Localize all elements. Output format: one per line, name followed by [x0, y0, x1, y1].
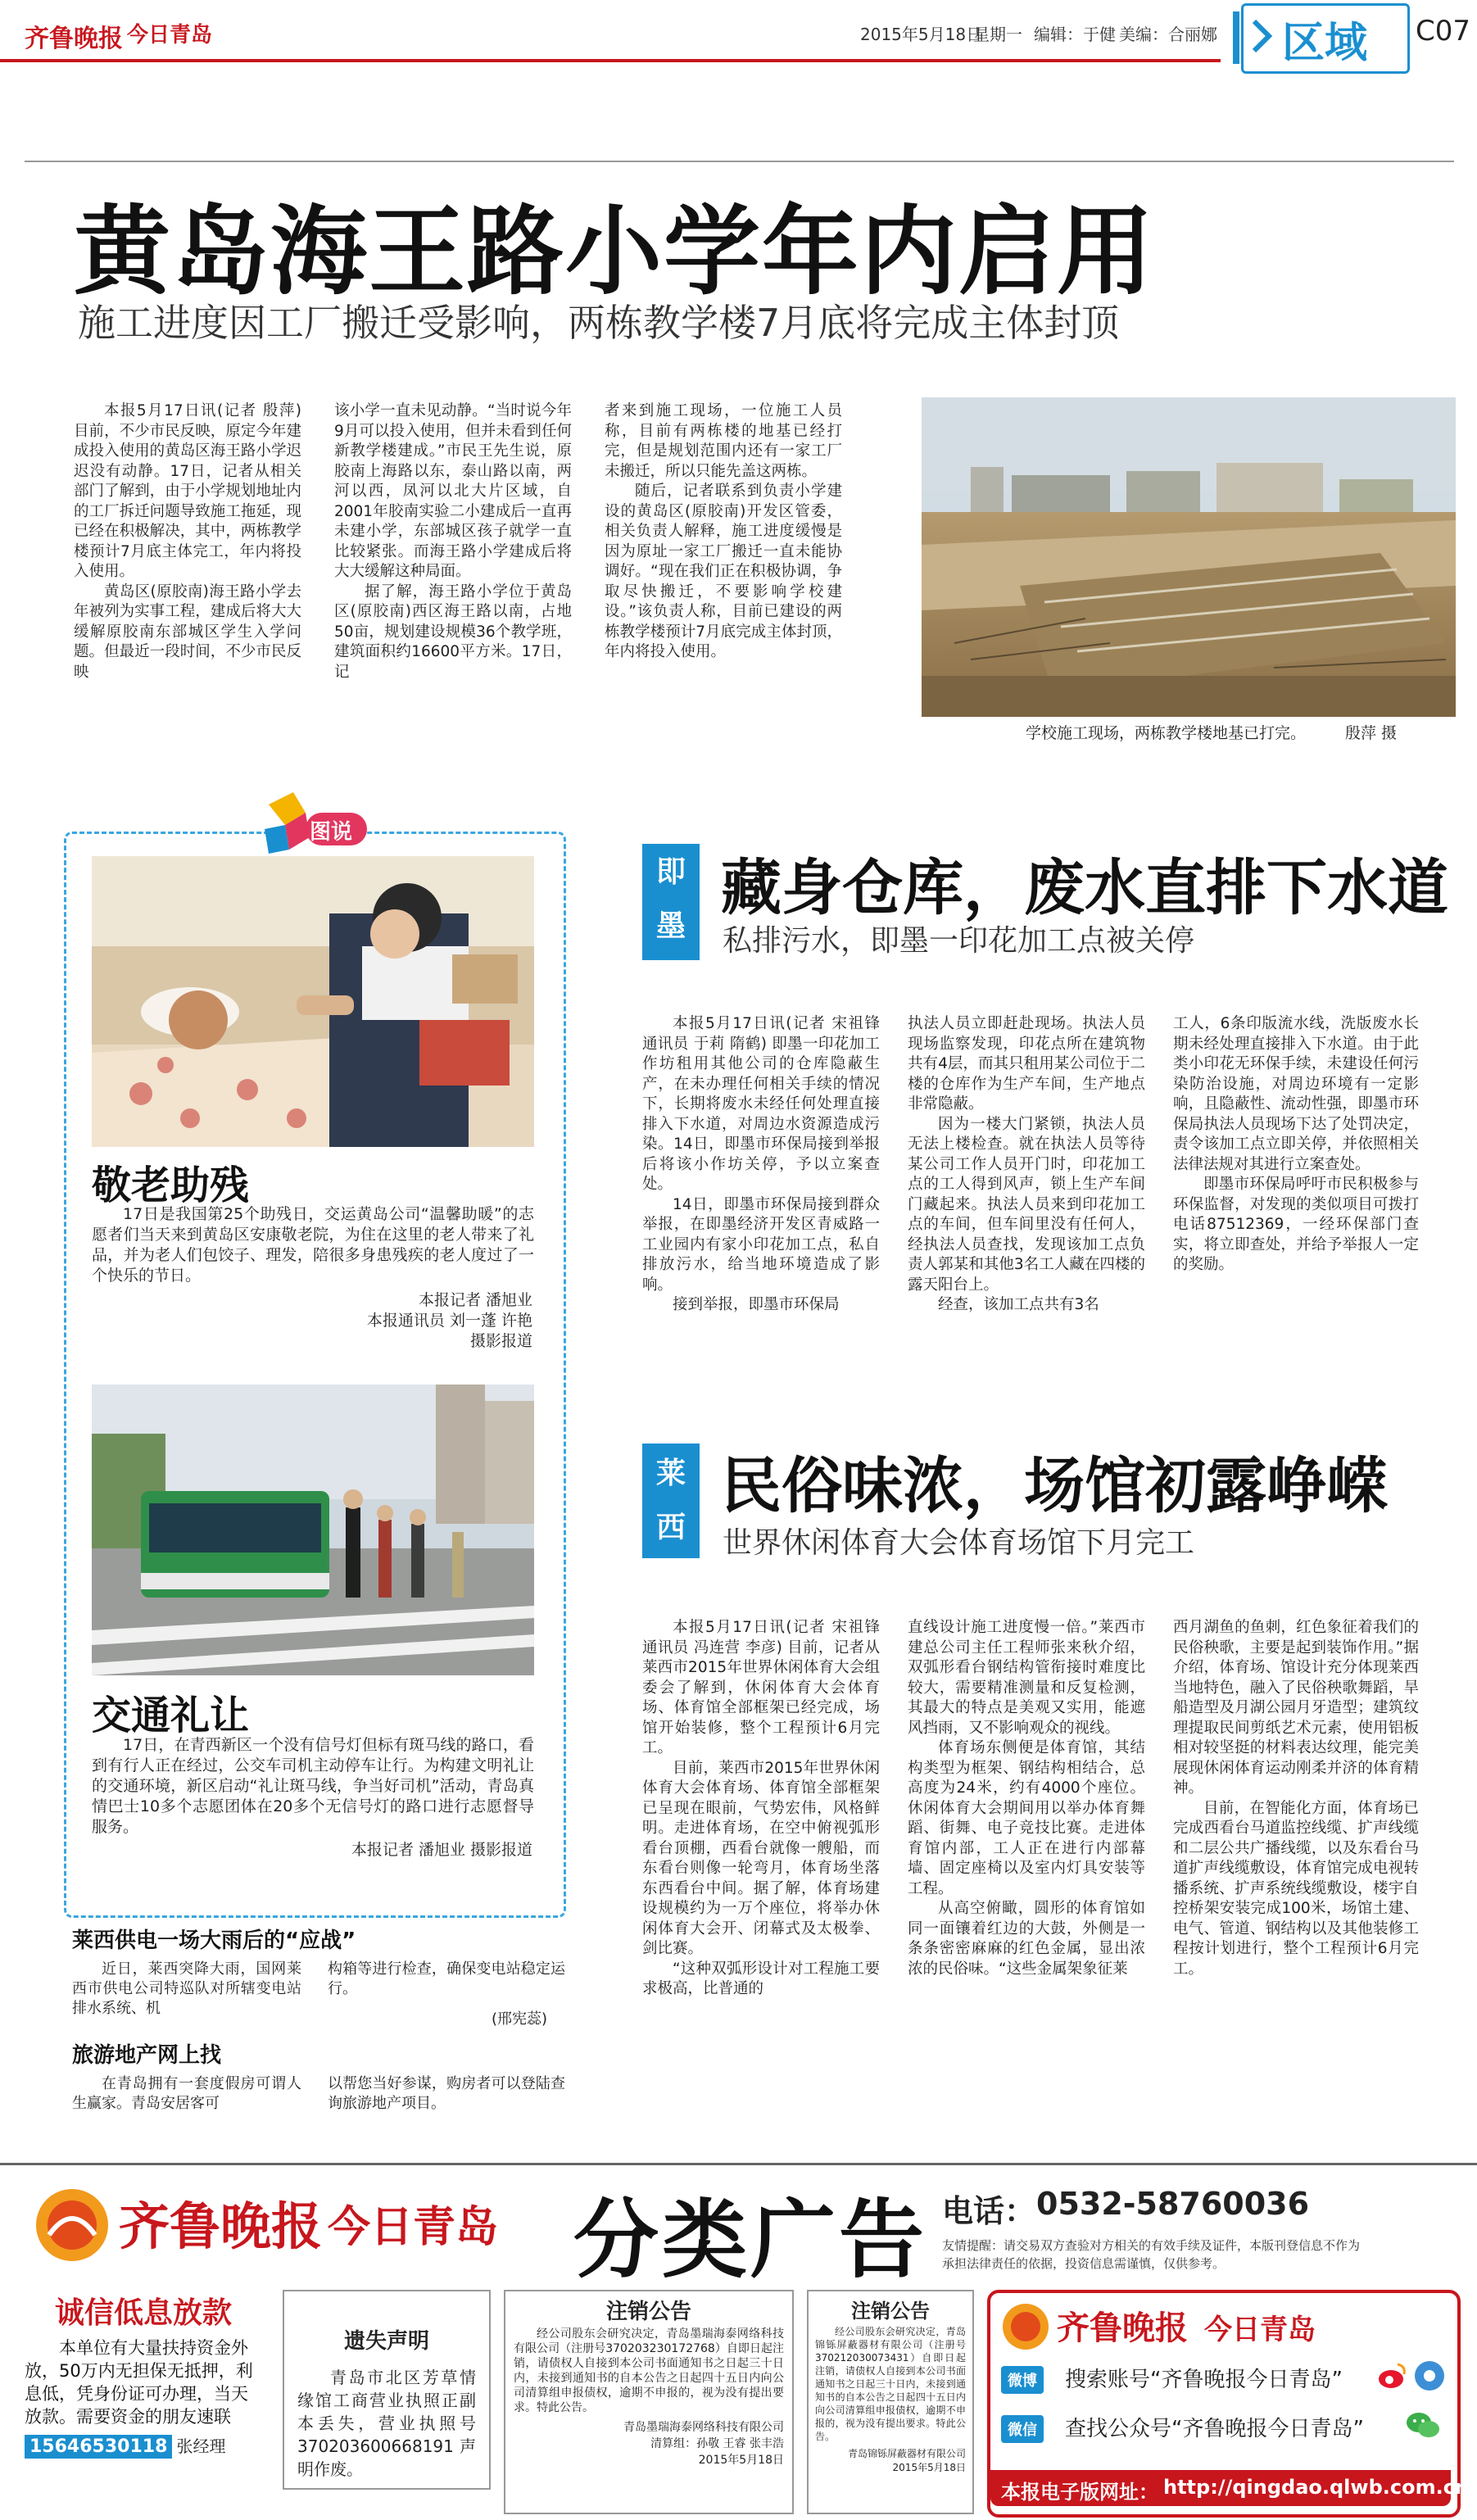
paragraph: 本报5月17日讯(记者 宋祖锋 通讯员 冯连营 李彦) 目前，记者从莱西市2015年世界休闲体育大会组委会了解到，休闲体育大会体育场、体育馆全部框架已经完成，场馆开始装修，整个工程预计6月完工。 — [642, 1619, 880, 1756]
laixi-column-1 — [642, 1618, 880, 2000]
lead-column-2 — [334, 401, 572, 682]
ad-cancel1-title: 注销公告 — [605, 2300, 691, 2324]
brief-title-tourism: 旅游地产网上找 — [72, 2043, 222, 2068]
ad-cancel2-date: 2015年5月18日 — [892, 2462, 966, 2473]
story-title-traffic: 交通礼让 — [92, 1693, 250, 1738]
credit-line: 本报通讯员 刘一蓬 许艳 — [366, 1312, 532, 1330]
jimo-column-2 — [908, 1014, 1145, 1316]
promo-site-label: 本报电子版网址： — [1001, 2481, 1158, 2504]
region-badge-laixi — [642, 1444, 700, 1558]
ad-cancel1-date: 2015年5月18日 — [698, 2454, 784, 2467]
ad-cancel1-signer: 青岛墨瑞海泰网络科技有限公司 — [623, 2421, 784, 2434]
paragraph: 目前，莱西市2015年世界休闲体育大会体育场、体育馆全部框架已呈现在眼前，气势宏伟，风格鲜明。走进体育场，在空中俯视弧形看台顶棚，西看台就像一艘船，而东看台则像一轮弯月，体育场坐落东西看台中间。据了解，体育场建设规模约为一万个座位，将举办休闲体育大会开、闭幕式及太极拳、剑比赛。 — [642, 1759, 880, 1957]
credit-block-elderly — [344, 1290, 532, 1352]
issue-date: 2015年5月18日 — [860, 25, 983, 44]
lead-column-3 — [605, 401, 842, 663]
ad-cancel-notice-2 — [807, 2290, 974, 2514]
paragraph: 本报5月17日讯(记者 殷萍) 目前，不少市民反映，原定今年建成投入使用的黄岛区海王路小学迟迟没有动静。17日，记者从相关部门了解到，由于小学规划地址内的工厂拆迁问题导致施工拖延，现已经在积极解决，其中，两栋教学楼预计7月底主体完工，年内将投入使用。 — [74, 402, 301, 580]
ads-top-rule — [0, 2163, 1477, 2165]
promo-weibo-text: 搜索账号“齐鲁晚报今日青岛” — [1065, 2368, 1343, 2392]
weixin-icon — [1405, 2409, 1441, 2441]
ad-loan-phone: 15646530118 — [25, 2435, 172, 2459]
brief-tourism-col1 — [72, 2074, 301, 2114]
paragraph: 17日是我国第25个助残日，交运黄岛公司“温馨助暖”的志愿者们当天来到黄岛区安康敬老院，为住在这里的老人带来了礼品，并为老人们包饺子、理发，陪很多身患残疾的老人度过了一个快乐的节日。 — [92, 1205, 534, 1285]
ads-notice-1: 友情提醒：请交易双方查验对方相关的有效手续及证件，本版刊登信息不作为 — [942, 2238, 1361, 2253]
construction-photo — [922, 397, 1456, 717]
brief-tourism-col2 — [328, 2074, 565, 2114]
paragraph: 以帮您当好参谋，购房者可以登陆查询旅游地产项目。 — [328, 2075, 565, 2112]
paragraph: 据了解，海王路小学位于黄岛区(原胶南)西区海王路以南，占地50亩，规划建设规模36个教学班，建筑面积约16600平方米。17日，记 — [334, 582, 572, 681]
credit-line: 本报记者 潘旭业 — [418, 1291, 532, 1309]
wechat-moments-icon — [1413, 2359, 1446, 2392]
region-badge-jimo — [642, 844, 700, 960]
ads-phone: 0532-58760036 — [1036, 2186, 1310, 2222]
jimo-column-1 — [642, 1014, 880, 1316]
region-marker — [1233, 11, 1239, 64]
story-title-elderly: 敬老助残 — [92, 1163, 250, 1208]
tushuo-label: 图说 — [310, 820, 353, 845]
ad-loan — [25, 2290, 262, 2511]
ad-lost-text: 青岛市北区芳草情缘馆工商营业执照正副本丢失，营业执照号370203600668191声明作废。 — [297, 2368, 476, 2479]
tag-weixin: 微信 — [1001, 2415, 1044, 2443]
paragraph: 接到举报，即墨市环保局 — [673, 1296, 840, 1313]
brand-logo-icon — [33, 2186, 111, 2264]
lead-column-1 — [74, 401, 301, 682]
story-text-traffic — [92, 1735, 534, 1838]
ad-loan-title: 诚信低息放款 — [54, 2296, 232, 2330]
paragraph: 目前，在智能化方面，体育场已完成西看台马道监控线缆、扩声线缆和二层公共广播线缆，以及东看台马道扩声线缆敷设，体育馆完成电视转播系统、扩声系统线缆敷设，楼宇自控桥架安装完成100米，场馆土建、电气、管道、钢结构以及其他装修工程按计划进行，整个工程预计6月完工。 — [1173, 1799, 1419, 1978]
chevron-right-icon — [1249, 18, 1274, 54]
paragraph: 体育场东侧便是体育馆，其结构类型为框架、钢结构相结合，总高度为24米，约有4000个座位。休闲体育大会期间用以举办体育舞蹈、街舞、电子竞技比赛。走进体育馆内部，工人正在进行内部幕墙、固定座椅以及室内灯具安装等工程。 — [908, 1739, 1145, 1897]
jimo-column-3 — [1173, 1014, 1419, 1276]
paragraph: 该小学一直未见动静。“当时说今年9月可以投入使用，但并未看到任何新教学楼建成。”市民王先生说，原胶南上海路以东，泰山路以南，两河以西，凤河以北大片区域，自2001年胶南实验二小建成后一直再未建小学，东部城区孩子就学一直比较紧张。而海王路小学建成后将大大缓解这种局面。 — [334, 402, 572, 580]
brand-logo-icon — [1001, 2302, 1050, 2351]
ads-phone-label: 电话： — [942, 2193, 1036, 2229]
credit-traffic: 本报记者 潘旭业 摄影报道 — [351, 1841, 532, 1859]
paragraph: 直线设计施工进度慢一倍。”莱西市建总公司主任工程师张来秋介绍，双弧形看台钢结构管衔接时难度比较大，需要精准测量和反复检测，其最大的特点是美观又实用，能遮风挡雨，又不影响观众的视线。 — [908, 1619, 1145, 1737]
ad-cancel-notice-1 — [504, 2290, 794, 2514]
paragraph: 在青岛拥有一套度假房可谓人生赢家。青岛安居客可 — [72, 2075, 301, 2112]
paragraph: 工人，6条印版流水线，洗版废水长期未经处理直接排入下水道。由于此类小印花无环保手续，未建设任何污染防治设施，对周边环境有一定影响，且隐蔽性、流动性强，即墨市环保局执法人员现场下达了处罚决定，责令该加工点立即关停，并依照相关法律法规对其进行立案查处。 — [1173, 1015, 1419, 1173]
page-number: C07 — [1416, 15, 1471, 48]
paragraph: 17日，在青西新区一个没有信号灯但标有斑马线的路口，看到有行人正在经过，公交车司机主动停车让行。为构建文明礼让的交通环境，新区启动“礼让斑马线，争当好司机”活动，青岛真情巴士10多个志愿团体在20多个无信号灯的路口进行志愿督导服务。 — [92, 1736, 534, 1836]
elderly-care-photo — [92, 856, 534, 1147]
ad-cancel2-text: 经公司股东会研究决定，青岛锦铄屏蔽器材有限公司（注册号370212030073431）自即日起注销，请债权人自接到本公司书面通知书之日起三十日内，未接到通知书的自本公告之日起四十五日内向公司清算组申报债权，逾期不申报的，视为没有提出要求。特此公告。 — [815, 2326, 966, 2442]
laixi-column-2 — [908, 1618, 1145, 1979]
paragraph: 经查，该加工点共有3名 — [938, 1296, 1099, 1313]
story-text-elderly — [92, 1204, 534, 1286]
ads-title: 分类广告 — [573, 2189, 928, 2290]
paragraph: 因为一楼大门紧锁，执法人员无法上楼检查。就在执法人员等待某公司工作人员开门时，印花加工点的工人得到风声，锁上生产车间门藏起来。执法人员来到印花加工点的车间，但车间里没有任何人，经执法人员查找，发现该加工点负责人郭某和其他3名工人藏在四楼的露天阳台上。 — [908, 1115, 1145, 1294]
tag-weibo: 微博 — [1001, 2366, 1044, 2394]
masthead-section: 今日青岛 — [127, 23, 213, 48]
designer-credit: 美编：合丽娜 — [1119, 25, 1217, 44]
ad-cancel1-team: 清算组：孙敬 王睿 张丰浩 — [650, 2437, 784, 2450]
paragraph: 执法人员立即赶赴现场。执法人员现场监察发现，印花点所在建筑物共有4层，而其只租用某公司位于二楼的仓库作为生产车间，生产地点非常隐蔽。 — [908, 1015, 1145, 1113]
lead-subhead: 施工进度因工厂搬迁受影响，两栋教学楼7月底将完成主体封顶 — [78, 301, 1120, 345]
paragraph: 黄岛区(原胶南)海王路小学去年被列为实事工程，建成后将大大缓解原胶南东部城区学生入学问题。但最近一段时间，不少市民反映 — [74, 582, 301, 681]
paragraph: “这种双弧形设计对工程施工要求极高，比普通的 — [642, 1960, 880, 1997]
laixi-headline: 民俗味浓，场馆初露峥嵘 — [721, 1451, 1388, 1521]
laixi-subhead: 世界休闲体育大会体育场馆下月完工 — [723, 1526, 1195, 1560]
credit-line: 摄影报道 — [469, 1332, 532, 1350]
promo-site-url[interactable]: http://qingdao.qlwb.com.cn — [1163, 2476, 1470, 2499]
paragraph: 者来到施工现场，一位施工人员称，目前有两栋楼的地基已经打完，但是规划范围内还有一家工厂未搬迁，所以只能先盖这两栋。 — [605, 402, 842, 480]
lead-headline: 黄岛海王路小学年内启用 — [74, 194, 1156, 308]
photo-caption: 学校施工现场，两栋教学楼地基已打完。 — [1026, 724, 1307, 742]
brief-title-power: 莱西供电一场大雨后的“应战” — [72, 1929, 356, 1953]
issue-weekday: 星期一 — [973, 25, 1022, 44]
masthead-brand: 齐鲁晚报 — [25, 25, 123, 53]
ad-lost-title: 遗失声明 — [343, 2329, 429, 2354]
paragraph: 14日，即墨市环保局接到群众举报，在即墨经济开发区青威路一工业园内有家小印花加工点，私自排放污水，给当地环境造成了影响。 — [642, 1195, 880, 1294]
ad-cancel1-text: 经公司股东会研究决定，青岛墨瑞海泰网络科技有限公司（注册号370203230172768）自即日起注销，请债权人自接到本公司书面通知书之日起三十日内，未接到通知书的自本公告之日起四十五日内向公司清算组申报债权，逾期不申报的，视为没有提出要求。特此公告。 — [514, 2327, 784, 2414]
photo-credit: 殷萍 摄 — [1345, 724, 1398, 742]
promo-section: 今日青岛 — [1204, 2314, 1316, 2346]
paragraph: 随后，记者联系到负责小学建设的黄岛区(原胶南)开发区管委，相关负责人解释，施工进度缓慢是因为原址一家工厂搬迁一直未能协调好。“现在我们正在积极协调，争取尽快搬迁，不要影响学校建设。”该负责人称，目前已建设的两栋教学楼预计7月底完成主体封顶，年内将投入使用。 — [605, 483, 842, 660]
paragraph: 构箱等进行检查，确保变电站稳定运行。 — [328, 1960, 565, 1997]
ad-loan-contact: 张经理 — [176, 2436, 226, 2456]
ads-brand-section: 今日青岛 — [328, 2203, 499, 2252]
ad-cancel2-signer: 青岛锦铄屏蔽器材有限公司 — [847, 2448, 966, 2459]
traffic-photo — [92, 1385, 534, 1675]
region-label: 区域 — [1282, 19, 1368, 68]
paragraph: 从高空俯瞰，圆形的体育馆如同一面镶着红边的大鼓，外侧是一条条密密麻麻的红色金属，显出浓浓的民俗味。“这些金属架象征莱 — [908, 1900, 1145, 1978]
brief-power-col2 — [328, 1960, 565, 1999]
ad-cancel2-title: 注销公告 — [851, 2300, 930, 2323]
jimo-subhead: 私排污水，即墨一印花加工点被关停 — [723, 924, 1195, 958]
ad-loan-text: 本单位有大量扶持资金外放，50万内无担保无抵押，利息低，凭身份证可办理，当天放款。需要资金的朋友速联 — [25, 2338, 253, 2427]
divider — [25, 161, 1454, 162]
paragraph: 近日，莱西突降大雨，国网莱西市供电公司特巡队对所辖变电站排水系统、机 — [72, 1960, 301, 2017]
promo-brand: 齐鲁晚报 — [1057, 2309, 1188, 2347]
editor-credit: 编辑：于健 — [1034, 25, 1116, 44]
weibo-icon — [1376, 2359, 1409, 2392]
paragraph: 即墨市环保局呼吁市民积极参与环保监督，对发现的类似项目可拨打电话87512369，一经环保部门查实，将立即查处，并给予举报人一定的奖励。 — [1173, 1176, 1419, 1273]
ad-lost-notice — [283, 2290, 491, 2490]
brief-power-col1 — [72, 1960, 301, 2019]
paragraph: 本报5月17日讯(记者 宋祖锋 通讯员 于莉 隋鹤) 即墨一印花加工作坊租用其他公司的仓库隐蔽生产，在未办理任何相关手续的情况下，长期将废水未经任何处理直接排入下水道，对周边水资源造成污染。14日，即墨市环保局接到举报后将该小作坊关停，予以立案查处。 — [642, 1015, 880, 1193]
jimo-headline: 藏身仓库，废水直排下水道 — [721, 853, 1448, 923]
paragraph: 西月湖鱼的鱼刺，红色象征着我们的民俗秧歌，主要是起到装饰作用。”据介绍，体育场、馆设计充分体现莱西当地特色，融入了民俗秧歌舞蹈，旱船造型及月湖公园月牙造型；建筑纹理提取民间剪纸艺术元素，使用铝板相对较坚挺的材料表达纹理，能完美展现休闲体育运动刚柔并济的体育精神。 — [1173, 1619, 1419, 1797]
ads-brand: 齐鲁晚报 — [119, 2196, 323, 2256]
brief-power-credit: (邢宪蕊) — [492, 2010, 548, 2028]
laixi-column-3 — [1173, 1618, 1419, 1979]
ads-notice-2: 承担法律责任的依据，投资信息需谨慎，仅供参考。 — [942, 2256, 1226, 2271]
promo-weixin-text: 查找公众号“齐鲁晚报今日青岛” — [1065, 2417, 1364, 2441]
badge-text: 即墨 — [655, 855, 686, 943]
header-rule — [0, 59, 1221, 62]
badge-text: 莱西 — [655, 1457, 686, 1544]
